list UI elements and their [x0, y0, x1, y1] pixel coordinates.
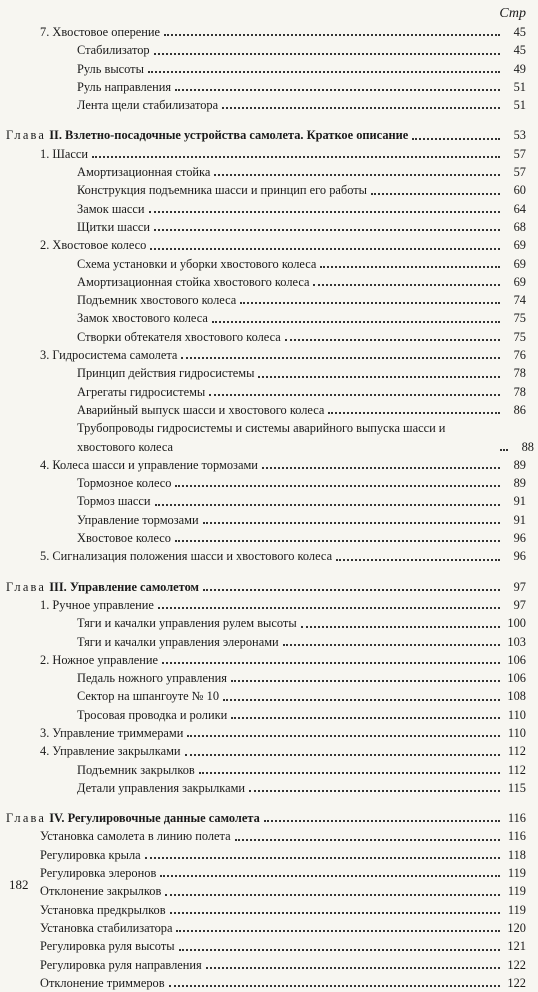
dot-leader	[162, 662, 500, 664]
toc-entry-title	[6, 578, 199, 596]
toc-entry-title	[6, 809, 260, 827]
toc-section-row	[0, 937, 538, 955]
dot-leader	[145, 857, 500, 859]
toc-entry-title: Тяги и качалки управления рулем высоты	[77, 616, 297, 631]
toc-entry-title: Щитки шасси	[77, 219, 150, 234]
toc-entry-title: Конструкция подъемника шасси и принцип его работы	[77, 183, 367, 198]
toc-page-number: 78	[513, 366, 526, 381]
toc-entry-title: Тормоз шасси	[77, 494, 151, 509]
toc-subsection-row	[0, 633, 538, 651]
toc-subsection-row	[0, 614, 538, 632]
toc-entry-title: Сектор на шпангоуте № 10	[77, 689, 220, 704]
toc-entry-title: Регулировка элеронов	[40, 866, 157, 881]
toc-subsection-row	[0, 474, 538, 492]
toc-entry-title: Руль направления	[77, 79, 172, 94]
chapter-spacer	[0, 566, 538, 578]
chapter-word: Глава	[6, 811, 47, 826]
toc-chapter-row	[0, 126, 538, 144]
dot-leader	[231, 717, 500, 719]
toc-section-row	[0, 956, 538, 974]
dot-leader	[181, 357, 500, 359]
chapter-title: II. Взлетно-посадочные устройства самолета. Краткое описание	[49, 128, 409, 143]
toc-entry-title	[6, 126, 408, 144]
toc-entry-title: Тяги и качалки управления элеронами	[77, 634, 279, 649]
dot-leader	[249, 790, 500, 792]
toc-entry-title: Регулировка крыла	[40, 847, 141, 862]
toc-page-number: 51	[513, 98, 526, 113]
toc-page-number: 116	[507, 811, 526, 826]
toc-entry-title: Лента щели стабилизатора	[77, 98, 219, 113]
dot-leader	[223, 699, 500, 701]
toc-subsection-row	[0, 309, 538, 327]
toc-page-number: 115	[507, 780, 526, 795]
dot-leader	[412, 138, 500, 140]
dot-leader	[169, 985, 500, 987]
toc-entry-title: Створки обтекателя хвостового колеса	[77, 329, 281, 344]
chapter-word: Глава	[6, 579, 47, 594]
toc-page-number: 57	[513, 146, 526, 161]
toc-subsection-row	[0, 761, 538, 779]
toc-entry-title: 2. Ножное управление	[40, 652, 159, 667]
toc-entry-title: 3. Управление триммерами	[40, 725, 184, 740]
toc-page-number: 86	[513, 402, 526, 417]
chapter-title: IV. Регулировочные данные самолета	[49, 811, 260, 826]
chapter-spacer	[0, 797, 538, 809]
toc-entry-title: Хвостовое колесо	[77, 531, 171, 546]
dot-leader	[175, 540, 500, 542]
dot-leader	[150, 248, 500, 250]
toc-chapter-row	[0, 809, 538, 827]
toc-entry-title: Трубопроводы гидросистемы и системы аварийного выпуска шасси и хвостового колеса	[77, 421, 446, 454]
toc-section-row	[0, 846, 538, 864]
toc-page-number: 74	[513, 293, 526, 308]
toc-section-row	[0, 901, 538, 919]
toc-entry-title: 1. Ручное управление	[40, 597, 154, 612]
toc-section-row	[0, 974, 538, 992]
toc-page-number: 112	[507, 762, 526, 777]
toc-page-number: 116	[507, 829, 526, 844]
toc-subsection-row	[0, 511, 538, 529]
page-column-label: Стр	[499, 6, 526, 21]
toc-entry-title: Установка самолета в линию полета	[40, 829, 231, 844]
toc-entry-title: 4. Управление закрылками	[40, 744, 181, 759]
toc-entry-title: Регулировка руля высоты	[40, 939, 175, 954]
dot-leader	[165, 894, 500, 896]
toc-entry-title: Управление тормозами	[77, 512, 199, 527]
toc-entry-title: Педаль ножного управления	[77, 671, 227, 686]
page-number: 182	[9, 877, 29, 892]
toc-entry-title: Схема установки и уборки хвостового колеса	[77, 256, 317, 271]
toc-page-number: 69	[513, 256, 526, 271]
dot-leader	[199, 772, 500, 774]
toc-subsection-row	[0, 218, 538, 236]
toc-section-row	[0, 145, 538, 163]
toc-page-number: 49	[513, 61, 526, 76]
toc-subsection-row	[0, 328, 538, 346]
toc-page-number: 96	[513, 531, 526, 546]
toc-page-number: 75	[513, 329, 526, 344]
dot-leader	[209, 394, 500, 396]
toc-entry-title: Подъемник хвостового колеса	[77, 293, 237, 308]
toc-subsection-row	[0, 78, 538, 96]
dot-leader	[92, 156, 500, 158]
toc-page-number: 53	[513, 128, 526, 143]
toc-entry-title: Замок шасси	[77, 201, 145, 216]
toc-page-number: 100	[507, 616, 526, 631]
dot-leader	[187, 735, 500, 737]
toc-page-number: 88	[521, 439, 534, 454]
dot-leader	[160, 875, 500, 877]
chapter-title: III. Управление самолетом	[49, 579, 199, 594]
toc-page-number: 68	[513, 219, 526, 234]
toc-subsection-row	[0, 96, 538, 114]
toc-section-row	[0, 23, 538, 41]
dot-leader	[176, 930, 500, 932]
toc-entry-title: 7. Хвостовое оперение	[40, 25, 161, 39]
toc-entry-title: Принцип действия гидросистемы	[77, 366, 255, 381]
toc-entry-title: 4. Колеса шасси и управление тормозами	[40, 457, 258, 472]
toc-entry-title: Отклонение триммеров	[40, 975, 165, 990]
toc-page-number: 76	[513, 348, 526, 363]
toc-page-number: 120	[507, 920, 526, 935]
toc-entry-title: Установка стабилизатора	[40, 920, 173, 935]
toc-subsection-row	[0, 60, 538, 78]
toc-section-row	[0, 596, 538, 614]
toc-page-number: 45	[513, 43, 526, 58]
toc-subsection-row	[0, 669, 538, 687]
toc-subsection-row	[0, 383, 538, 401]
dot-leader	[203, 522, 500, 524]
toc-entry-title: Стабилизатор	[77, 43, 150, 58]
toc-page-number: 118	[507, 847, 526, 862]
toc-section-row	[0, 346, 538, 364]
toc-page-number: 69	[513, 238, 526, 253]
toc-page-number: 110	[507, 707, 526, 722]
toc-section-row	[0, 456, 538, 474]
dot-leader	[235, 839, 500, 841]
dot-leader	[258, 376, 500, 378]
toc-page-number: 97	[513, 597, 526, 612]
toc-entry-title: Подъемник закрылков	[77, 762, 195, 777]
toc-page-number: 78	[513, 384, 526, 399]
toc-page-number: 96	[513, 549, 526, 564]
toc-section-row	[0, 864, 538, 882]
dot-leader	[313, 284, 500, 286]
toc-entry-title: Отклонение закрылков	[40, 884, 162, 899]
dot-leader	[175, 89, 500, 91]
dot-leader	[328, 412, 500, 414]
dot-leader	[154, 53, 500, 55]
dot-leader	[240, 302, 500, 304]
dot-leader	[212, 321, 500, 323]
dot-leader	[283, 644, 500, 646]
toc-entry-title: Замок хвостового колеса	[77, 311, 208, 326]
chapter-word: Глава	[6, 128, 47, 143]
toc-subsection-row	[0, 492, 538, 510]
toc-subsection-row	[0, 200, 538, 218]
dot-leader	[154, 229, 500, 231]
toc-page-number: 64	[513, 201, 526, 216]
toc-page-number: 119	[507, 902, 526, 917]
toc-entry-title: 3. Гидросистема самолета	[40, 348, 178, 363]
toc-section-row	[0, 742, 538, 760]
toc-page-number: 91	[513, 512, 526, 527]
toc-entry-title: Установка предкрылков	[40, 902, 166, 917]
dot-leader	[262, 467, 500, 469]
toc-page-number: 121	[507, 939, 526, 954]
toc-page-number: 51	[513, 79, 526, 94]
toc-page-number: 106	[507, 652, 526, 667]
toc-entry-title: 2. Хвостовое колесо	[40, 238, 147, 253]
toc-subsection-row	[0, 291, 538, 309]
toc-section-row	[0, 919, 538, 937]
dot-leader	[500, 449, 508, 451]
toc-page-number: 57	[513, 165, 526, 180]
toc-entry-title: 5. Сигнализация положения шасси и хвостового колеса	[40, 549, 333, 564]
dot-leader	[149, 211, 500, 213]
toc-page-number: 112	[507, 744, 526, 759]
toc-chapter-row	[0, 578, 538, 596]
toc-entry-title: Тормозное колесо	[77, 476, 172, 491]
toc-subsection-row	[0, 41, 538, 59]
dot-leader	[170, 912, 500, 914]
dot-leader	[371, 193, 500, 195]
dot-leader	[175, 485, 500, 487]
toc-section-row	[0, 827, 538, 845]
dot-leader	[301, 626, 500, 628]
toc-section-row	[0, 724, 538, 742]
dot-leader	[164, 34, 500, 36]
toc-subsection-row	[0, 706, 538, 724]
dot-leader	[155, 504, 500, 506]
toc-section-row	[0, 236, 538, 254]
toc-entry-title: Руль высоты	[77, 61, 144, 76]
dot-leader	[231, 680, 500, 682]
toc-subsection-row	[0, 181, 538, 199]
toc-page-number: 45	[513, 25, 526, 39]
toc-page-number: 122	[507, 957, 526, 972]
toc-page-number: 69	[513, 274, 526, 289]
toc-entry-title: Аварийный выпуск шасси и хвостового колеса	[77, 402, 325, 417]
toc-subsection-row	[0, 687, 538, 705]
toc-page-number: 108	[507, 689, 526, 704]
dot-leader	[148, 71, 500, 73]
toc-subsection-row	[0, 364, 538, 382]
toc-page-number: 89	[513, 476, 526, 491]
toc-page-number: 89	[513, 457, 526, 472]
dot-leader	[214, 174, 500, 176]
toc-page-number: 60	[513, 183, 526, 198]
dot-leader	[320, 266, 500, 268]
toc-entry-title: Амортизационная стойка	[77, 165, 211, 180]
toc-section-row	[0, 651, 538, 669]
toc-page-number: 110	[507, 725, 526, 740]
toc-entry-title: Амортизационная стойка хвостового колеса	[77, 274, 310, 289]
dot-leader	[206, 967, 500, 969]
toc-section-row	[0, 547, 538, 565]
toc-page-number: 119	[507, 884, 526, 899]
toc-subsection-row	[0, 255, 538, 273]
toc-page-number: 106	[507, 671, 526, 686]
dot-leader	[185, 754, 500, 756]
toc-subsection-row	[0, 401, 538, 419]
dot-leader	[222, 107, 500, 109]
dot-leader	[336, 559, 500, 561]
toc-page-number: 122	[507, 975, 526, 990]
toc-entry-title: Тросовая проводка и ролики	[77, 707, 228, 722]
toc-subsection-row	[0, 163, 538, 181]
toc-entry-title: 1. Шасси	[40, 146, 89, 161]
dot-leader	[179, 949, 500, 951]
toc-page-number: 75	[513, 311, 526, 326]
dot-leader	[203, 589, 500, 591]
toc-page-number: 97	[513, 579, 526, 594]
toc-subsection-row	[0, 273, 538, 291]
toc-subsection-row	[0, 779, 538, 797]
toc-page-number: 119	[507, 866, 526, 881]
toc-subsection-row	[0, 529, 538, 547]
dot-leader	[158, 607, 500, 609]
toc-entry-title: Регулировка руля направления	[40, 957, 202, 972]
toc-section-row	[0, 882, 538, 900]
chapter-spacer	[0, 114, 538, 126]
toc-subsection-row	[0, 419, 538, 456]
table-of-contents	[0, 23, 538, 992]
toc-page-number: 103	[507, 634, 526, 649]
toc-page-number: 91	[513, 494, 526, 509]
dot-leader	[264, 820, 500, 822]
toc-entry-title: Детали управления закрылками	[77, 780, 246, 795]
dot-leader	[285, 339, 500, 341]
toc-entry-title: Агрегаты гидросистемы	[77, 384, 206, 399]
